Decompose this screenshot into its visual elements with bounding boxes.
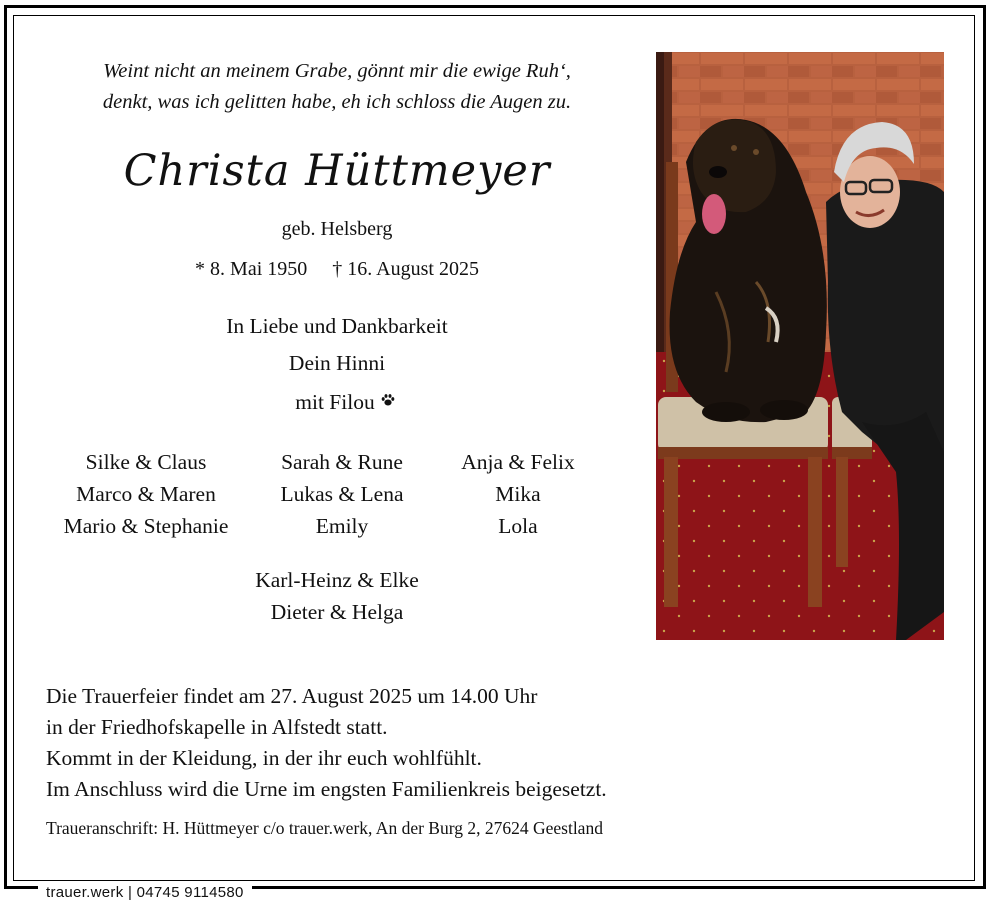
pet-name: mit Filou [295,390,375,414]
dedication-line: In Liebe und Dankbarkeit [226,314,448,338]
family-entry: Mario & Stephanie [63,514,229,538]
verse-line-1: Weint nicht an meinem Grabe, gönnt mir die ewige Ruh‘, [103,60,571,82]
funeral-info [46,681,607,805]
memorial-verse [30,56,644,118]
birth-name: geb. Helsberg [281,218,393,240]
family-column-3 [438,446,598,542]
verse-line-2: denkt, was ich gelitten habe, eh ich schloss die Augen zu. [102,91,572,113]
family-column-2 [252,446,432,542]
family-entry: Mika [495,482,541,506]
pet-line [48,388,642,415]
family-entry: Lukas & Lena [280,482,404,506]
birth-date: * 8. Mai 1950 [195,258,308,280]
footer-contact: trauer.werk | 04745 9114580 [38,883,252,903]
funeral-line: in der Friedhofskapelle in Alfstedt statt. [46,715,388,739]
spouse-name: Dein Hinni [288,351,386,375]
funeral-line: Die Trauerfeier findet am 27. August 2025 um 14.00 Uhr [46,684,538,708]
portrait-photo [656,52,944,640]
family-entry: Sarah & Rune [281,450,403,474]
paw-icon [381,388,395,413]
family-column-1 [44,446,248,542]
family-entry: Emily [315,514,369,538]
family-entry: Lola [498,514,538,538]
life-dates [40,258,634,281]
death-date: † 16. August 2025 [332,258,479,280]
funeral-line: Kommt in der Kleidung, in der ihr euch wohlfühlt. [46,746,482,770]
deceased-name: Christa Hüttmeyer [123,146,551,196]
relative-entry: Karl-Heinz & Elke [255,568,419,592]
relative-entry: Dieter & Helga [270,600,404,624]
family-entry: Silke & Claus [85,450,207,474]
mourning-address: Traueranschrift: H. Hüttmeyer c/o trauer.werk, An der Burg 2, 27624 Geestland [46,818,603,838]
family-entry: Anja & Felix [461,450,575,474]
funeral-line: Im Anschluss wird die Urne im engsten Familienkreis beigesetzt. [46,777,607,801]
family-entry: Marco & Maren [76,482,216,506]
